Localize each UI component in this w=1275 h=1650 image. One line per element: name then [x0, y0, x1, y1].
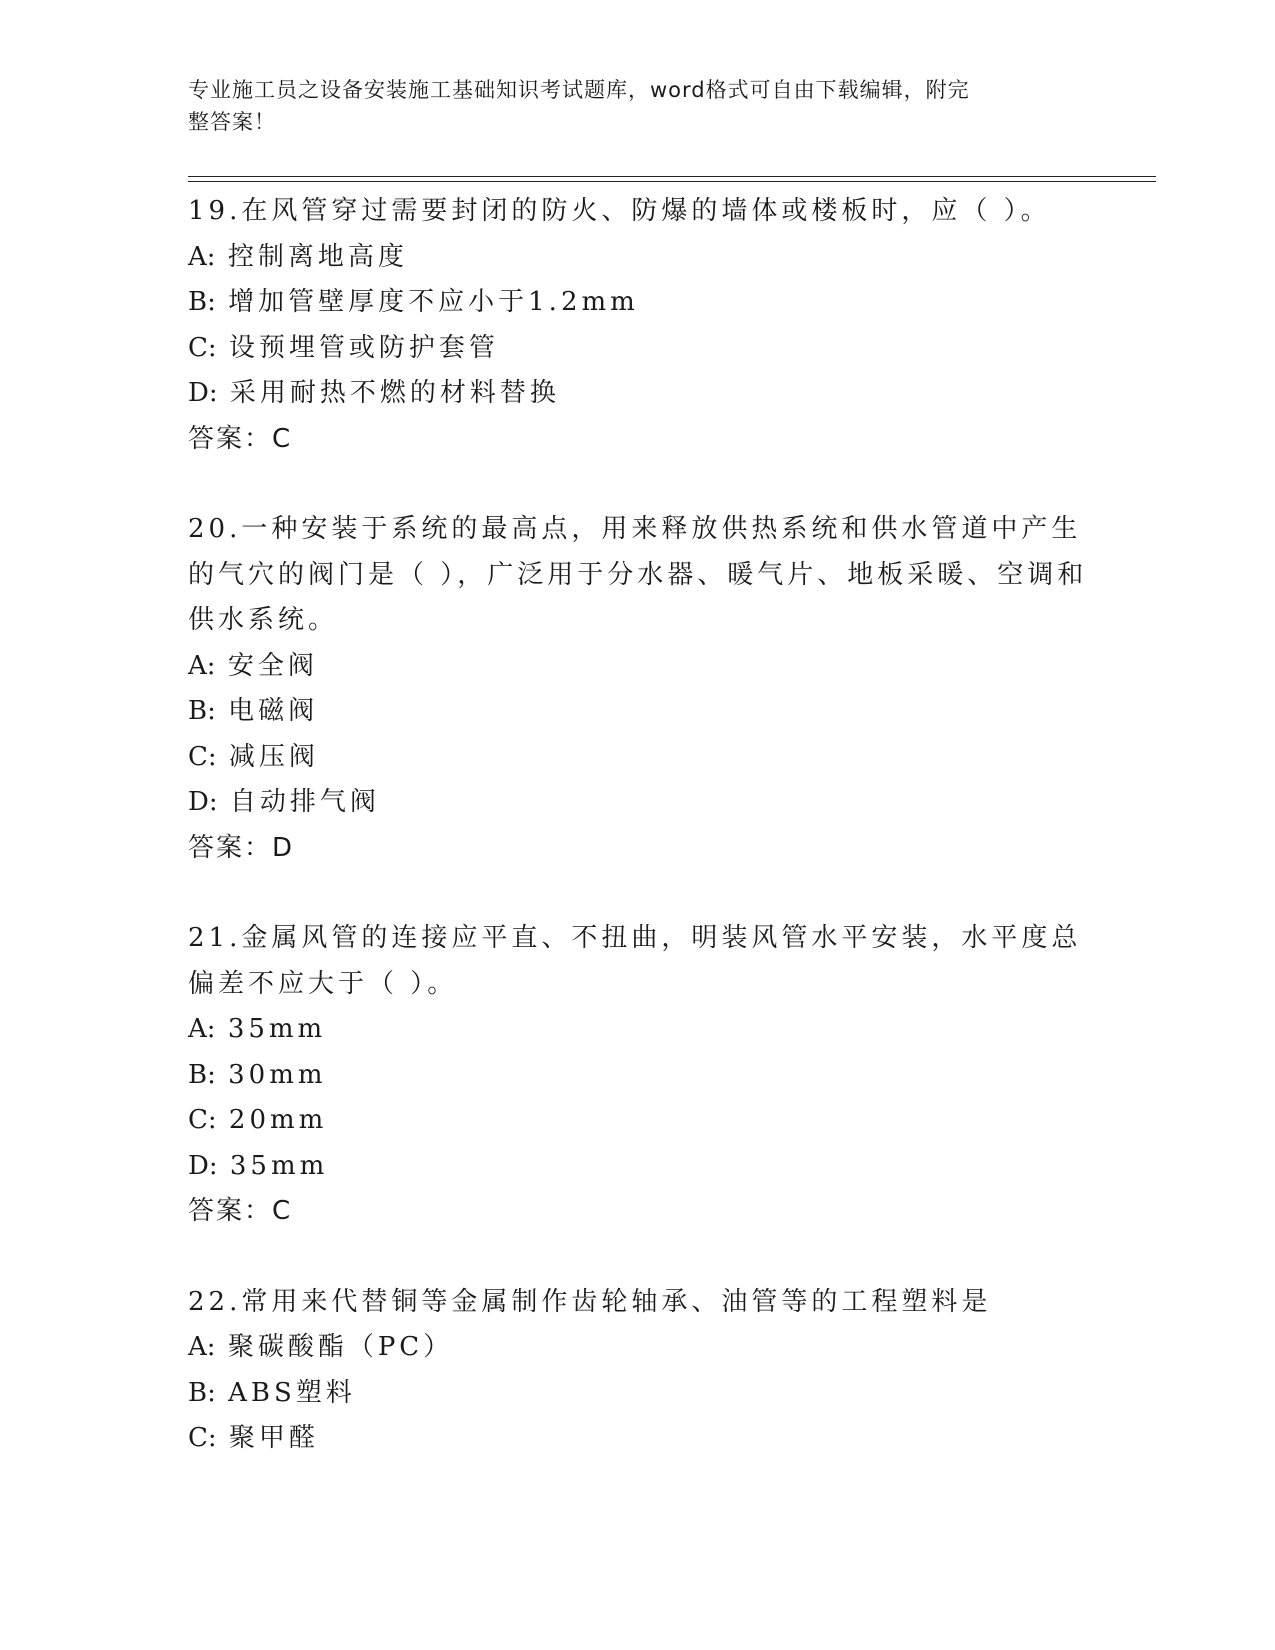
- option-c: [188, 1416, 1088, 1462]
- question-spacer: [188, 1235, 1088, 1280]
- question-stem: 22.常用来代替铜等金属制作齿轮轴承、油管等的工程塑料是: [188, 1286, 992, 1317]
- option-text: 电磁阀: [228, 696, 319, 726]
- answer-line: 答案：C: [188, 1196, 293, 1226]
- question-19: [188, 189, 1088, 462]
- option-text: 采用耐热不燃的材料替换: [229, 378, 560, 408]
- option-text: 35mm: [229, 1150, 329, 1181]
- option-letter: D:: [188, 378, 218, 408]
- option-letter: B:: [188, 696, 216, 726]
- option-d: [188, 780, 1088, 826]
- option-b: [188, 1053, 1088, 1099]
- option-text: ABS塑料: [228, 1377, 356, 1408]
- option-c: [188, 735, 1088, 781]
- option-b: [188, 689, 1088, 735]
- option-text: 控制离地高度: [227, 241, 408, 272]
- option-letter: A:: [188, 1014, 216, 1044]
- option-c: [188, 1098, 1088, 1144]
- question-spacer: [188, 871, 1088, 916]
- header-divider-top: [188, 176, 1156, 177]
- option-text: 安全阀: [227, 650, 318, 681]
- option-letter: A:: [188, 241, 216, 272]
- option-text: 35mm: [227, 1014, 327, 1044]
- option-text: 设预埋管或防护套管: [228, 332, 499, 363]
- option-d: [188, 371, 1088, 417]
- option-letter: C:: [188, 1105, 217, 1135]
- header-line-1: 专业施工员之设备安装施工基础知识考试题库，word格式可自由下载编辑，附完: [188, 78, 970, 102]
- option-letter: B:: [188, 1059, 216, 1090]
- question-stem: 21.金属风管的连接应平直、不扭曲，明装风管水平安装，水平度总偏差不应大于（ ）。: [188, 923, 1082, 999]
- answer-line: 答案：D: [188, 832, 295, 863]
- option-a: [188, 644, 1088, 690]
- option-text: 减压阀: [228, 741, 319, 772]
- question-list: [188, 189, 1088, 1462]
- option-text: 20mm: [228, 1105, 328, 1135]
- option-text: 自动排气阀: [229, 787, 380, 817]
- option-letter: B:: [188, 1377, 216, 1408]
- option-letter: C:: [188, 741, 217, 772]
- option-letter: D:: [188, 787, 218, 817]
- option-text: 30mm: [228, 1059, 327, 1090]
- option-b: [188, 280, 1088, 326]
- option-a: [188, 1325, 1088, 1371]
- option-text: 聚碳酸酯（PC）: [227, 1332, 454, 1362]
- option-d: [188, 1144, 1088, 1190]
- document-header: [188, 74, 1068, 138]
- option-letter: B:: [188, 287, 216, 317]
- question-spacer: [188, 462, 1088, 507]
- option-letter: A:: [188, 1332, 216, 1362]
- option-text: 增加管壁厚度不应小于1.2mm: [228, 287, 639, 317]
- question-stem: 20.一种安装于系统的最高点，用来释放供热系统和供水管道中产生的气穴的阀门是（ ），广泛用于分水器、暖气片、地板采暖、空调和供水系统。: [188, 514, 1088, 635]
- option-letter: C:: [188, 1423, 217, 1453]
- option-c: [188, 326, 1088, 372]
- question-22: [188, 1280, 1088, 1462]
- option-b: [188, 1371, 1088, 1417]
- option-letter: D:: [188, 1150, 218, 1181]
- option-text: 聚甲醛: [228, 1423, 319, 1453]
- header-line-2: 整答案！: [188, 110, 276, 134]
- option-letter: C:: [188, 332, 217, 363]
- header-divider-bottom: [188, 181, 1156, 182]
- question-21: [188, 916, 1088, 1235]
- option-letter: A:: [188, 650, 216, 681]
- question-20: [188, 507, 1088, 871]
- answer-line: 答案：C: [188, 423, 293, 454]
- option-a: [188, 1007, 1088, 1053]
- option-a: [188, 235, 1088, 281]
- question-stem: 19.在风管穿过需要封闭的防火、防爆的墙体或楼板时，应（ ）。: [188, 196, 1051, 226]
